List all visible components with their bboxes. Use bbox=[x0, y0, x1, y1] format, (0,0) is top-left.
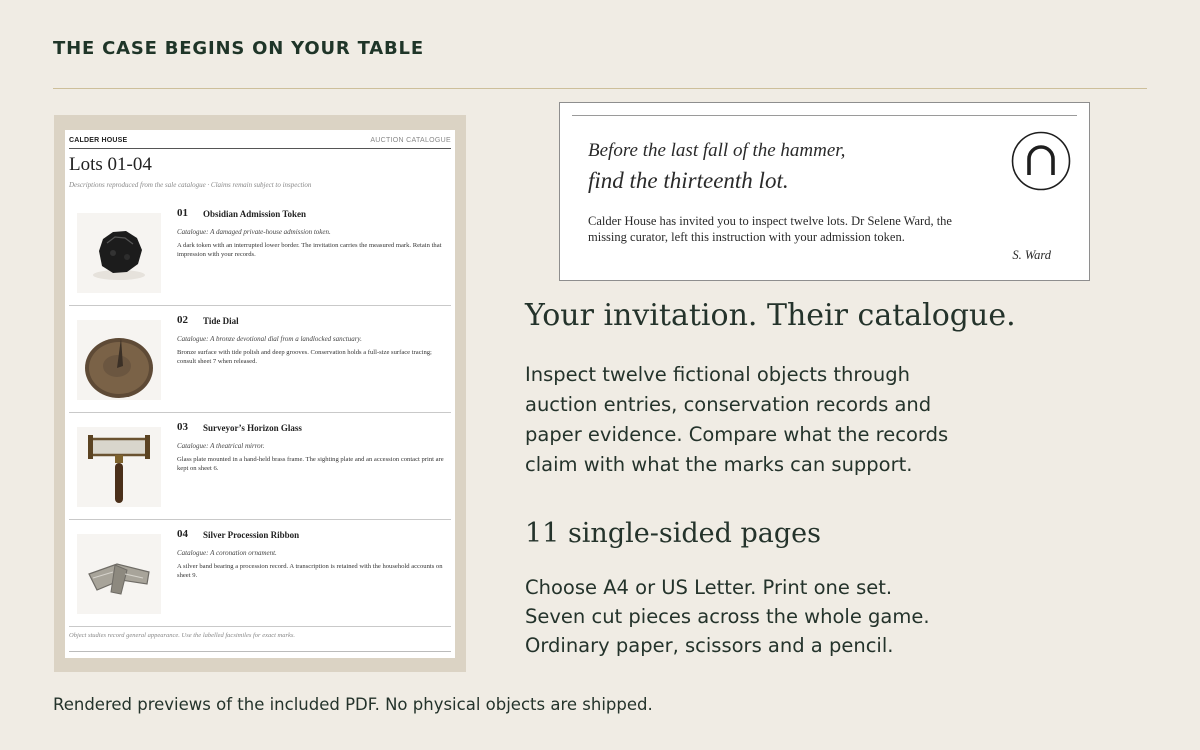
lot-catalogue: Catalogue: A coronation ornament. bbox=[177, 549, 277, 557]
lot-name: Silver Procession Ribbon bbox=[203, 530, 300, 540]
tagline: Your invitation. Their catalogue. bbox=[525, 298, 1016, 333]
spec-item: Ordinary paper, scissors and a pencil. bbox=[525, 634, 894, 657]
spec-item: Seven cut pieces across the whole game. bbox=[525, 605, 930, 628]
catalogue-page bbox=[65, 130, 455, 658]
lot-description: Bronze surface with tide polish and deep grooves. Conservation holds a full-size surface tracing; consult sheet 7 when released. bbox=[177, 349, 432, 366]
glass-image bbox=[77, 427, 161, 507]
lot-entry bbox=[69, 199, 451, 306]
lot-number: 01 bbox=[177, 207, 188, 219]
divider bbox=[53, 88, 1147, 89]
lot-name: Tide Dial bbox=[203, 316, 239, 326]
lot-description: A dark token with an interrupted lower border. The invitation carries the measured mark. Retain that impression with your records. bbox=[177, 242, 442, 259]
catalogue-footer: Object studies record general appearance. Use the labelled facsimiles for exact marks. bbox=[69, 632, 296, 639]
ribbon-image bbox=[77, 534, 161, 614]
lot-description: Glass plate mounted in a hand-held brass frame. The sighting plate and an accession contact print are kept on sheet 6. bbox=[177, 456, 444, 473]
lot-catalogue: Catalogue: A damaged private-house admission token. bbox=[177, 228, 331, 236]
lot-entry bbox=[69, 520, 451, 627]
catalogue-preview bbox=[54, 115, 466, 672]
dial-image bbox=[77, 320, 161, 400]
lot-name: Obsidian Admission Token bbox=[203, 209, 307, 219]
spec-item: Choose A4 or US Letter. Print one set. bbox=[525, 576, 893, 599]
arch-seal-icon bbox=[1011, 131, 1071, 191]
footnote: Rendered previews of the included PDF. No physical objects are shipped. bbox=[53, 695, 653, 714]
invitation-body: Calder House has invited you to inspect twelve lots. Dr Selene Ward, the missing curator, left this instruction with your admission token. bbox=[588, 214, 952, 245]
lot-catalogue: Catalogue: A theatrical mirror. bbox=[177, 442, 265, 450]
catalogue-header bbox=[69, 134, 451, 149]
catalogue-subtitle: Descriptions reproduced from the sale catalogue · Claims remain subject to inspection bbox=[69, 181, 312, 189]
lot-number: 03 bbox=[177, 421, 188, 433]
invitation-card bbox=[559, 102, 1090, 281]
description: Inspect twelve fictional objects through auction entries, conservation records and paper evidence. Compare what the records claim with what the marks can support. bbox=[525, 363, 949, 476]
section-heading: THE CASE BEGINS ON YOUR TABLE bbox=[53, 38, 424, 59]
invitation-line-2: find the thirteenth lot. bbox=[588, 168, 789, 193]
invitation-line-1: Before the last fall of the hammer, bbox=[588, 140, 846, 161]
card-rule bbox=[572, 115, 1077, 116]
lot-number: 02 bbox=[177, 314, 188, 326]
lot-description: A silver band bearing a procession record. A transcription is retained with the household accounts on sheet 9. bbox=[177, 563, 443, 580]
catalogue-house: CALDER HOUSE bbox=[69, 137, 128, 144]
catalogue-title: Lots 01-04 bbox=[69, 154, 152, 175]
lot-entry bbox=[69, 306, 451, 413]
invitation-signature: S. Ward bbox=[1012, 248, 1051, 262]
token-image bbox=[77, 213, 161, 293]
spec-list bbox=[525, 573, 930, 660]
catalogue-label: AUCTION CATALOGUE bbox=[370, 137, 451, 144]
lot-name: Surveyor’s Horizon Glass bbox=[203, 423, 302, 433]
lot-number: 04 bbox=[177, 528, 188, 540]
footer-rule bbox=[69, 651, 451, 652]
lot-entry bbox=[69, 413, 451, 520]
lot-catalogue: Catalogue: A bronze devotional dial from a landlocked sanctuary. bbox=[177, 335, 362, 343]
page-count-title: 11 single-sided pages bbox=[525, 518, 821, 549]
